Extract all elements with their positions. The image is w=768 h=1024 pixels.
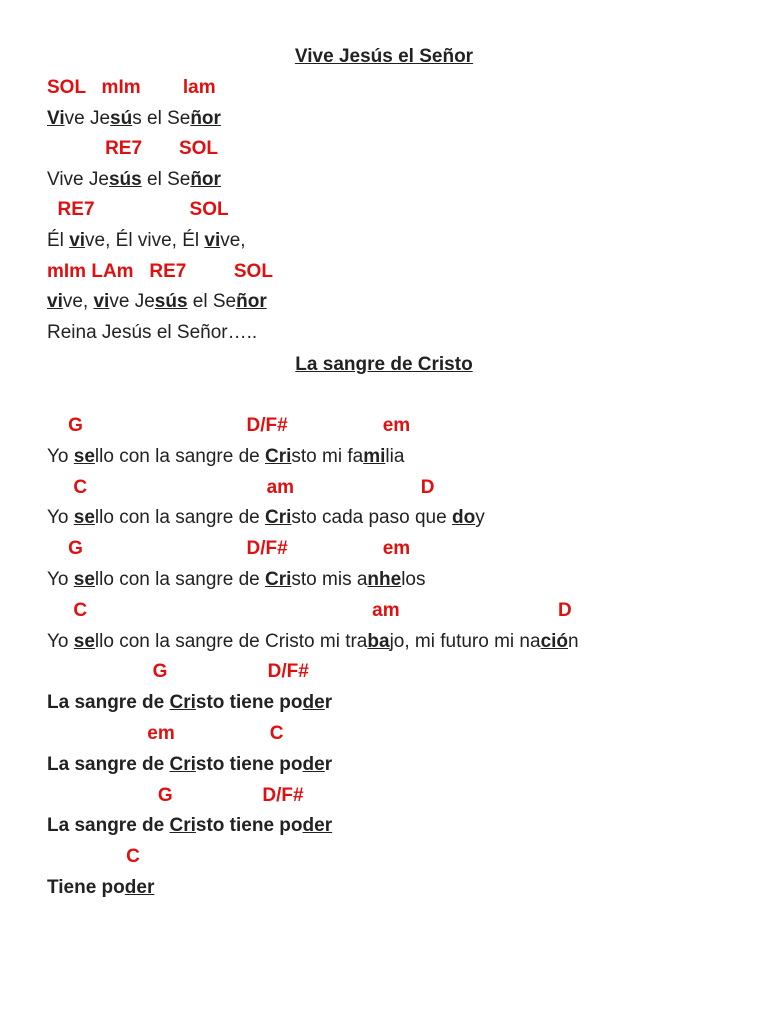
stressed-syllable: de: [302, 753, 325, 775]
lyric-line: [47, 104, 221, 134]
lyric-text: sto mi fa: [291, 445, 364, 467]
lyric-text: sto mis a: [291, 569, 368, 590]
lyric-text: ve, Él vive, Él: [85, 230, 205, 251]
stressed-syllable: nhe: [367, 569, 402, 590]
lyric-text: llo con la sangre de: [94, 507, 265, 529]
stressed-syllable: Cri: [169, 753, 196, 775]
lyric-text: ve Je: [64, 107, 111, 129]
stressed-syllable: Cri: [264, 445, 292, 467]
lyric-line: [47, 627, 579, 657]
song-title-vive-jesus: Vive Jesús el Señor: [294, 46, 474, 67]
chord-line: G D/F# em: [47, 415, 411, 436]
stressed-syllable: se: [73, 445, 95, 467]
lyric-text: llo con la sangre de: [94, 445, 265, 467]
lyric-text: el Se: [141, 168, 191, 190]
lyric-text: Tiene po: [47, 877, 125, 898]
stressed-syllable: ñor: [190, 107, 221, 129]
chord-line: em C: [47, 723, 284, 744]
lyric-text: Yo: [47, 630, 74, 652]
chord-line: G D/F#: [47, 784, 304, 806]
stressed-syllable: ba: [367, 630, 390, 652]
stressed-syllable: der: [124, 877, 155, 898]
lyric-text: sto tiene po: [195, 815, 303, 837]
chord-line: SOL mIm lam: [47, 77, 216, 98]
lyric-text: y: [475, 507, 485, 529]
lyric-line: [47, 165, 221, 195]
chord-line: C am D: [47, 599, 572, 621]
stressed-syllable: vi: [47, 291, 63, 313]
lyric-line: [47, 226, 246, 256]
stressed-syllable: Vi: [47, 107, 65, 129]
stressed-syllable: der: [302, 815, 333, 837]
stressed-syllable: ñor: [190, 168, 221, 190]
chord-line: RE7 SOL: [47, 199, 229, 221]
chord-line: G D/F# em: [47, 538, 411, 560]
lyric-line: [47, 750, 332, 780]
lyric-line: [47, 565, 426, 595]
lyric-line: [47, 287, 267, 317]
lyric-text: Yo: [47, 507, 74, 529]
stressed-syllable: se: [73, 569, 95, 590]
chord-line: C am D: [47, 476, 435, 498]
lyric-text: el Se: [187, 291, 237, 313]
stressed-syllable: vi: [93, 291, 110, 313]
lyric-text: r: [324, 753, 333, 775]
lyric-text: Él: [47, 230, 70, 251]
lyric-text: los: [401, 569, 426, 590]
lyric-line: [47, 442, 404, 472]
lyric-text: n: [568, 630, 579, 652]
lyric-line: [47, 318, 257, 348]
lyric-text: Vive Je: [47, 168, 109, 190]
lyric-text: jo, mi futuro mi na: [389, 630, 541, 652]
stressed-syllable: sús: [154, 291, 188, 313]
stressed-syllable: se: [73, 630, 95, 652]
stressed-syllable: sú: [110, 107, 133, 129]
stressed-syllable: Cri: [264, 569, 292, 590]
lyric-text: s el Se: [132, 107, 191, 129]
chord-line: mIm LAm RE7 SOL: [47, 260, 273, 282]
lyric-line: [47, 503, 485, 533]
stressed-syllable: ñor: [236, 291, 267, 313]
lyric-text: sto tiene po: [195, 692, 303, 714]
chord-line: C: [47, 846, 140, 868]
lyric-text: La sangre de: [47, 692, 170, 714]
lyric-text: ve,: [62, 291, 94, 313]
stressed-syllable: Cri: [264, 507, 292, 529]
lyric-text: ve Je: [109, 291, 155, 313]
stressed-syllable: vi: [204, 230, 221, 251]
lyric-text: ve,: [220, 230, 246, 251]
lyric-text: Reina Jesús el Señor…..: [47, 321, 258, 343]
stressed-syllable: Cri: [169, 815, 196, 837]
stressed-syllable: se: [73, 507, 95, 529]
lyric-text: sto cada paso que: [291, 507, 452, 529]
stressed-syllable: vi: [69, 230, 86, 251]
lyric-text: r: [324, 692, 333, 714]
stressed-syllable: Cri: [169, 692, 196, 714]
stressed-syllable: mi: [363, 445, 386, 467]
lyric-text: llo con la sangre de Cristo mi tra: [94, 630, 368, 652]
song-title-la-sangre-de-cristo: La sangre de Cristo: [295, 354, 473, 375]
chord-line: G D/F#: [47, 661, 309, 683]
stressed-syllable: do: [451, 507, 476, 529]
lyric-text: La sangre de: [47, 815, 170, 837]
stressed-syllable: ció: [540, 630, 569, 652]
chord-line: RE7 SOL: [47, 138, 219, 160]
lyric-text: sto tiene po: [195, 753, 303, 775]
stressed-syllable: de: [302, 692, 325, 714]
lyric-line: [47, 811, 332, 841]
lyric-text: Yo: [47, 445, 74, 467]
lyric-text: La sangre de: [47, 753, 170, 775]
lyric-text: llo con la sangre de: [94, 569, 265, 590]
lyric-line: [47, 873, 154, 903]
lyric-text: lia: [385, 445, 405, 467]
lyric-text: Yo: [47, 569, 74, 590]
stressed-syllable: sús: [108, 168, 142, 190]
lyric-line: [47, 688, 332, 718]
